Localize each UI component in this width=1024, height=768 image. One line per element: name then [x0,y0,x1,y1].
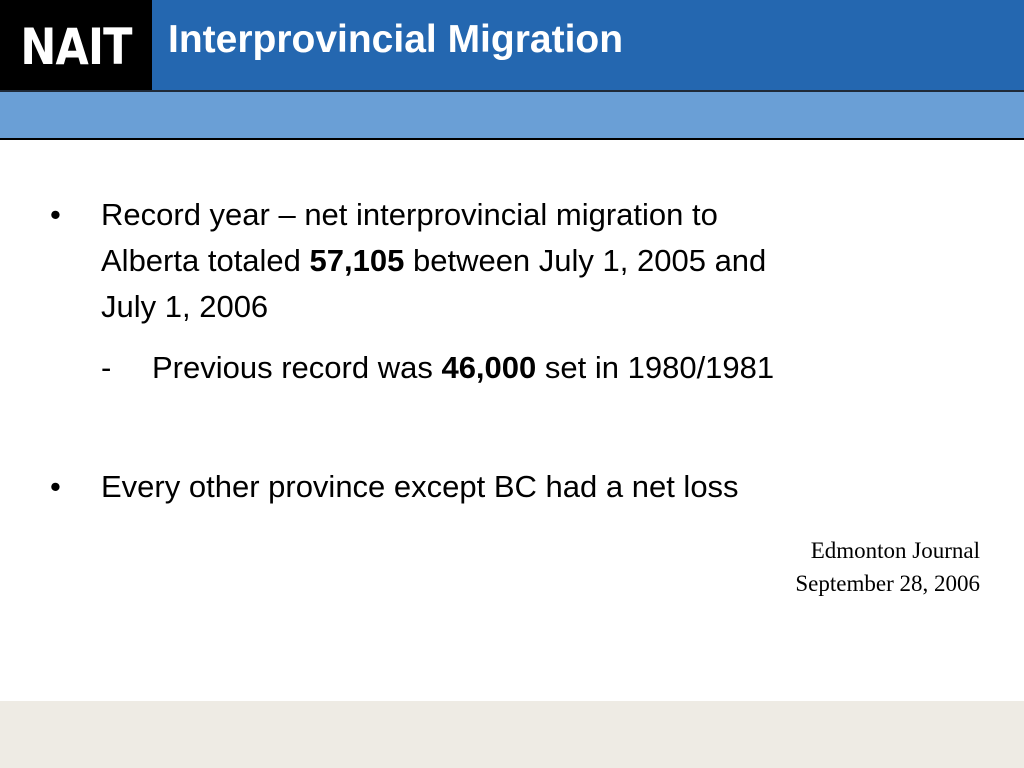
bullet-line-3: July 1, 2006 [101,289,269,324]
nait-logo [0,0,152,90]
sub-bullet-before: Previous record was [152,350,442,385]
sub-bullet-mark: - [101,350,112,385]
previous-record-value: 46,000 [441,350,537,385]
logo-text: NAIT [20,18,132,76]
bullet-text [101,192,941,330]
bullet-mark: • [50,197,61,232]
citation-date: September 28, 2006 [795,571,980,596]
bullet-mark: • [50,469,61,504]
header-bar [0,0,1024,90]
citation [795,534,980,600]
bullet-text: Every other province except BC had a net loss [101,469,739,504]
bullet-line-1: Record year – net interprovincial migration to [101,197,718,232]
bullet-line-2-after: between July 1, 2005 and [404,243,767,278]
bullet-line-2-before: Alberta totaled [101,243,310,278]
sub-bullet-previous-record [152,345,972,391]
bullet-line-2 [101,238,941,284]
slide-title: Interprovincial Migration [168,18,624,61]
record-value: 57,105 [309,243,405,278]
sub-header-band [0,92,1024,138]
citation-source: Edmonton Journal [810,538,980,563]
sub-bullet-after: set in 1980/1981 [536,350,775,385]
footer-band [0,701,1024,768]
content-divider [0,138,1024,140]
